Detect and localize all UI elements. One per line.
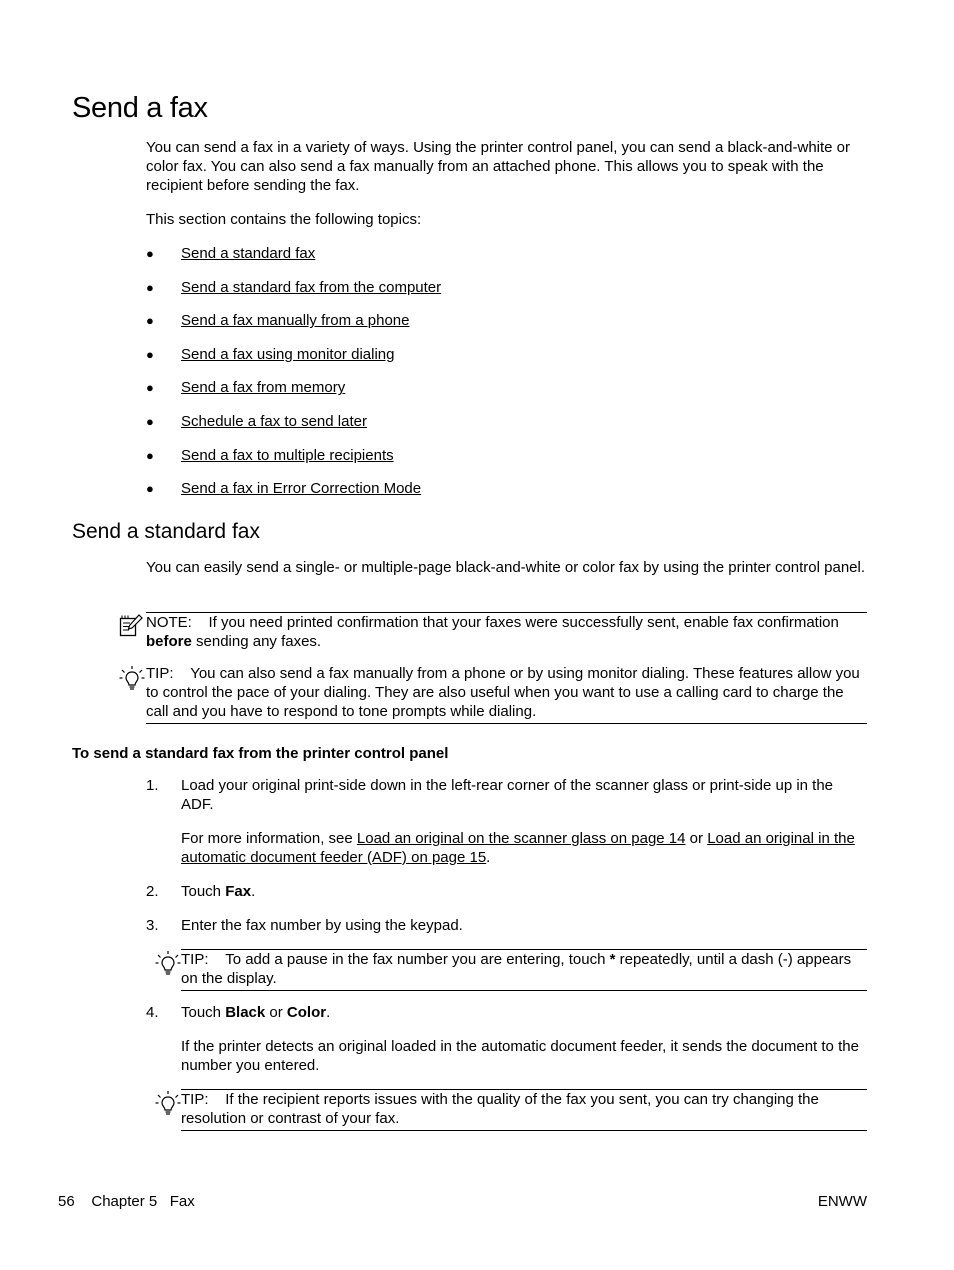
bullet-icon: ● [146,447,154,463]
scanner-glass-link[interactable]: Load an original on the scanner glass on page 14 [356,830,686,847]
topic-item [146,244,441,278]
step-text [181,1003,867,1022]
fax-button-name: Fax [225,883,252,900]
bullet-icon: ● [146,313,154,329]
step-text: Load your original print-side down in the left-rear corner of the scanner glass or print-side up in the ADF. [181,777,834,813]
step-text-part: . [326,1004,331,1021]
tip-bold: * [609,951,616,968]
lightbulb-icon [155,950,181,983]
note-icon [118,613,144,644]
bullet-icon: ● [146,481,154,497]
note-box [146,612,867,651]
topic-link[interactable]: Send a fax using monitor dialing [181,345,395,363]
topic-item [146,345,441,379]
bullet-icon: ● [146,413,154,429]
tip-text-end: repeatedly, until a dash (-) appears on the display. [181,951,852,987]
note-bold: before [146,633,192,650]
step-text-part: Touch [181,883,226,900]
tip-label: TIP: [181,1091,209,1108]
step-number: 2. [146,883,159,900]
topic-link[interactable]: Send a standard fax [181,245,316,262]
note-text-end: sending any faxes. [191,633,322,650]
topic-link[interactable]: Send a fax to multiple recipients [181,446,394,464]
intro-paragraph: You can send a fax in a variety of ways. Using the printer control panel, you can send a black-and-white or color fax. You can also send a fax manually from an attached phone. This allows you to speak with the recipient before sending the fax. [146,139,851,194]
procedure-heading: To send a standard fax from the printer control panel [72,745,449,762]
step-number: 1. [146,777,159,794]
more-info-end: . [486,849,491,866]
topic-link[interactable]: Send a fax in Error Correction Mode [181,480,422,498]
topic-link[interactable]: Send a fax from memory [181,379,346,397]
topic-item [146,446,441,480]
topic-item [146,412,441,446]
step-text-part: Touch [181,1004,226,1021]
tip-box [181,1089,867,1131]
page-title: Send a fax [72,92,208,124]
topic-item [146,278,441,312]
topic-item [146,378,441,412]
tip-text: You can also send a fax manually from a phone or by using monitor dialing. These features allow you to control the pace of your dialing. They are also useful when you want to use a calling card to charge the call and you have to respond to tone prompts while dialing. [146,665,860,720]
section-heading: Send a standard fax [72,520,260,543]
topic-item [146,479,441,513]
step-text [181,882,867,901]
tip-label: TIP: [146,665,174,682]
topics-intro: This section contains the following topics: [146,211,422,228]
note-label: NOTE: [146,614,192,631]
chapter-title: Fax [169,1193,195,1210]
bullet-icon: ● [146,346,154,362]
step-text-part: . [251,883,256,900]
topic-link[interactable]: Schedule a fax to send later [181,412,367,430]
topic-link[interactable]: Send a standard fax from the computer [181,278,442,296]
tip-box [181,949,867,991]
step-text: Enter the fax number by using the keypad. [181,917,463,934]
tip-text: If the recipient reports issues with the quality of the fax you sent, you can try changing the resolution or contrast of your fax. [181,1091,819,1127]
tip-box [146,664,867,724]
more-info-text: For more information, see [181,830,357,847]
tip-text: To add a pause in the fax number you are entering, touch [225,951,610,968]
topics-list [146,244,441,513]
footer-right: ENWW [817,1193,867,1210]
tip-label: TIP: [181,951,209,968]
step-text-part: or [265,1004,287,1021]
black-button-name: Black [225,1004,266,1021]
adf-link[interactable]: Load an original in the automatic document feeder (ADF) on page 15 [181,830,855,866]
bullet-icon: ● [146,246,154,261]
section-intro: You can easily send a single- or multiple-page black-and-white or color fax by using the printer control panel. [146,559,866,576]
step-more-info [181,829,867,867]
lightbulb-icon [155,1090,181,1123]
lightbulb-icon [119,665,145,698]
note-text: If you need printed confirmation that your faxes were successfully sent, enable fax confirmation [208,614,839,631]
color-button-name: Color [286,1004,327,1021]
page-footer [58,1192,195,1211]
topic-link[interactable]: Send a fax manually from a phone [181,312,410,330]
page-number: 56 [58,1193,75,1210]
chapter-label: Chapter 5 [91,1193,158,1210]
step-number: 3. [146,917,159,934]
bullet-icon: ● [146,380,154,396]
bullet-icon: ● [146,279,154,295]
step-number: 4. [146,1004,159,1021]
more-info-or: or [685,830,708,847]
step-detail: If the printer detects an original loaded in the automatic document feeder, it sends the document to the number you entered. [181,1038,859,1074]
topic-item [146,311,441,345]
